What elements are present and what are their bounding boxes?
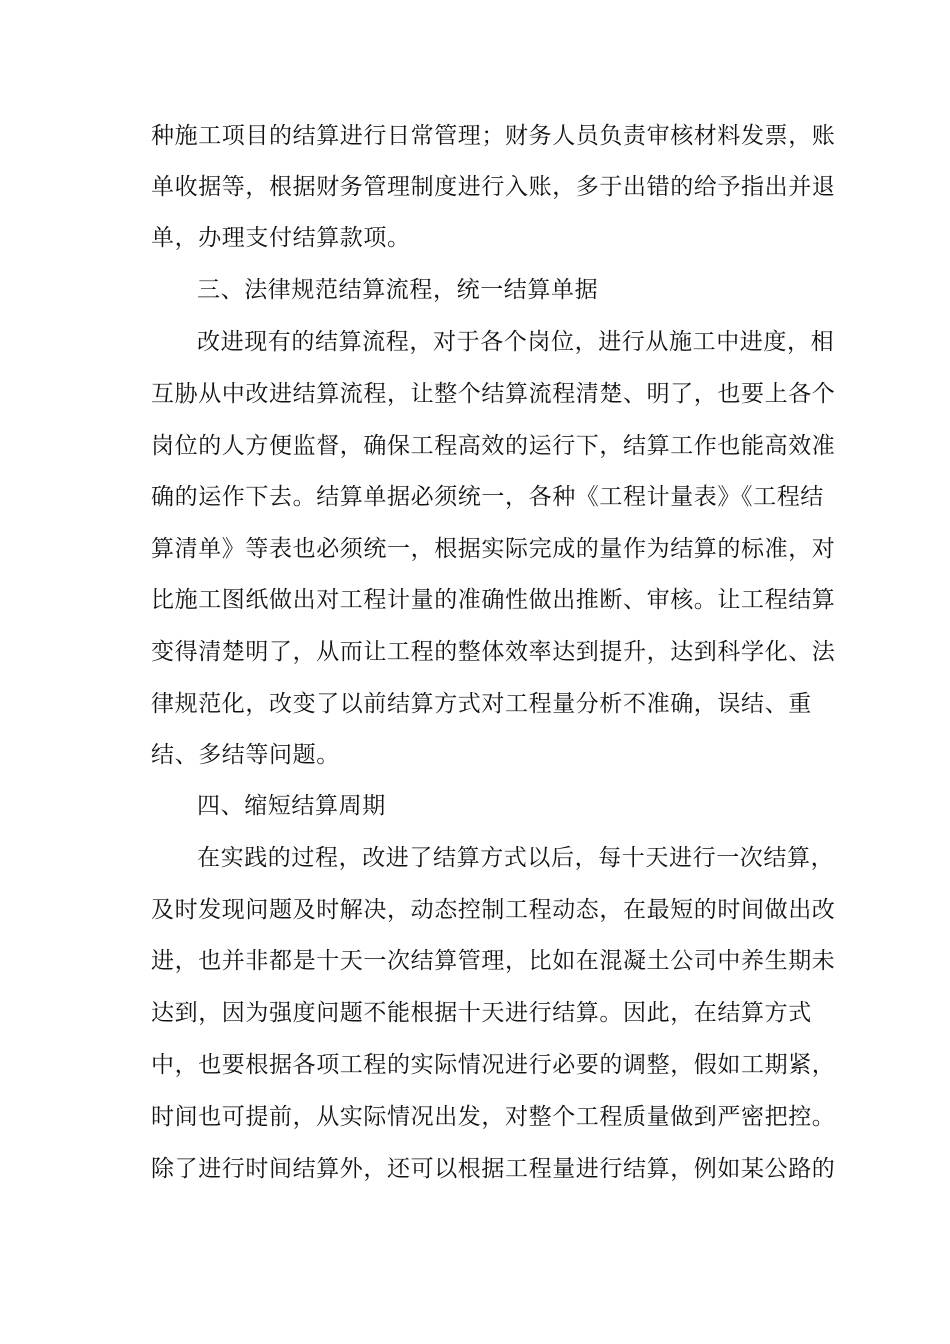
paragraph-line: 算清单》等表也必须统一，根据实际完成的量作为结算的标准，对 xyxy=(151,536,836,562)
paragraph-line: 变得清楚明了，从而让工程的整体效率达到提升，达到科学化、法 xyxy=(151,639,836,665)
paragraph-line: 及时发现问题及时解决，动态控制工程动态，在最短的时间做出改 xyxy=(151,897,836,923)
paragraph-line: 时间也可提前，从实际情况出发，对整个工程质量做到严密把控。 xyxy=(151,1104,836,1130)
section-heading: 四、缩短结算周期 xyxy=(197,793,386,819)
paragraph-line: 进，也并非都是十天一次结算管理，比如在混凝土公司中养生期未 xyxy=(151,948,836,974)
paragraph-line: 达到，因为强度问题不能根据十天进行结算。因此，在结算方式 xyxy=(151,1000,812,1026)
paragraph-line: 岗位的人方便监督，确保工程高效的运行下，结算工作也能高效准 xyxy=(151,433,836,459)
paragraph-line: 比施工图纸做出对工程计量的准确性做出推断、审核。让工程结算 xyxy=(151,587,836,613)
paragraph-line: 种施工项目的结算进行日常管理；财务人员负责审核材料发票，账 xyxy=(151,123,836,149)
paragraph-line: 律规范化，改变了以前结算方式对工程量分析不准确，误结、重 xyxy=(151,691,812,717)
paragraph-line: 单，办理支付结算款项。 xyxy=(151,225,411,251)
paragraph-line: 确的运作下去。结算单据必须统一，各种《工程计量表》《工程结 xyxy=(151,484,824,510)
paragraph-line: 中，也要根据各项工程的实际情况进行必要的调整，假如工期紧， xyxy=(151,1052,836,1078)
paragraph-line: 互胁从中改进结算流程，让整个结算流程清楚、明了，也要上各个 xyxy=(151,381,836,407)
paragraph-line: 单收据等，根据财务管理制度进行入账，多于出错的给予指出并退 xyxy=(151,174,836,200)
paragraph-line: 结、多结等问题。 xyxy=(151,742,340,768)
paragraph-line: 改进现有的结算流程，对于各个岗位，进行从施工中进度，相 xyxy=(197,329,835,355)
paragraph-line: 在实践的过程，改进了结算方式以后，每十天进行一次结算， xyxy=(197,845,835,871)
section-heading: 三、法律规范结算流程，统一结算单据 xyxy=(197,277,599,303)
paragraph-line: 除了进行时间结算外，还可以根据工程量进行结算，例如某公路的 xyxy=(151,1156,836,1182)
